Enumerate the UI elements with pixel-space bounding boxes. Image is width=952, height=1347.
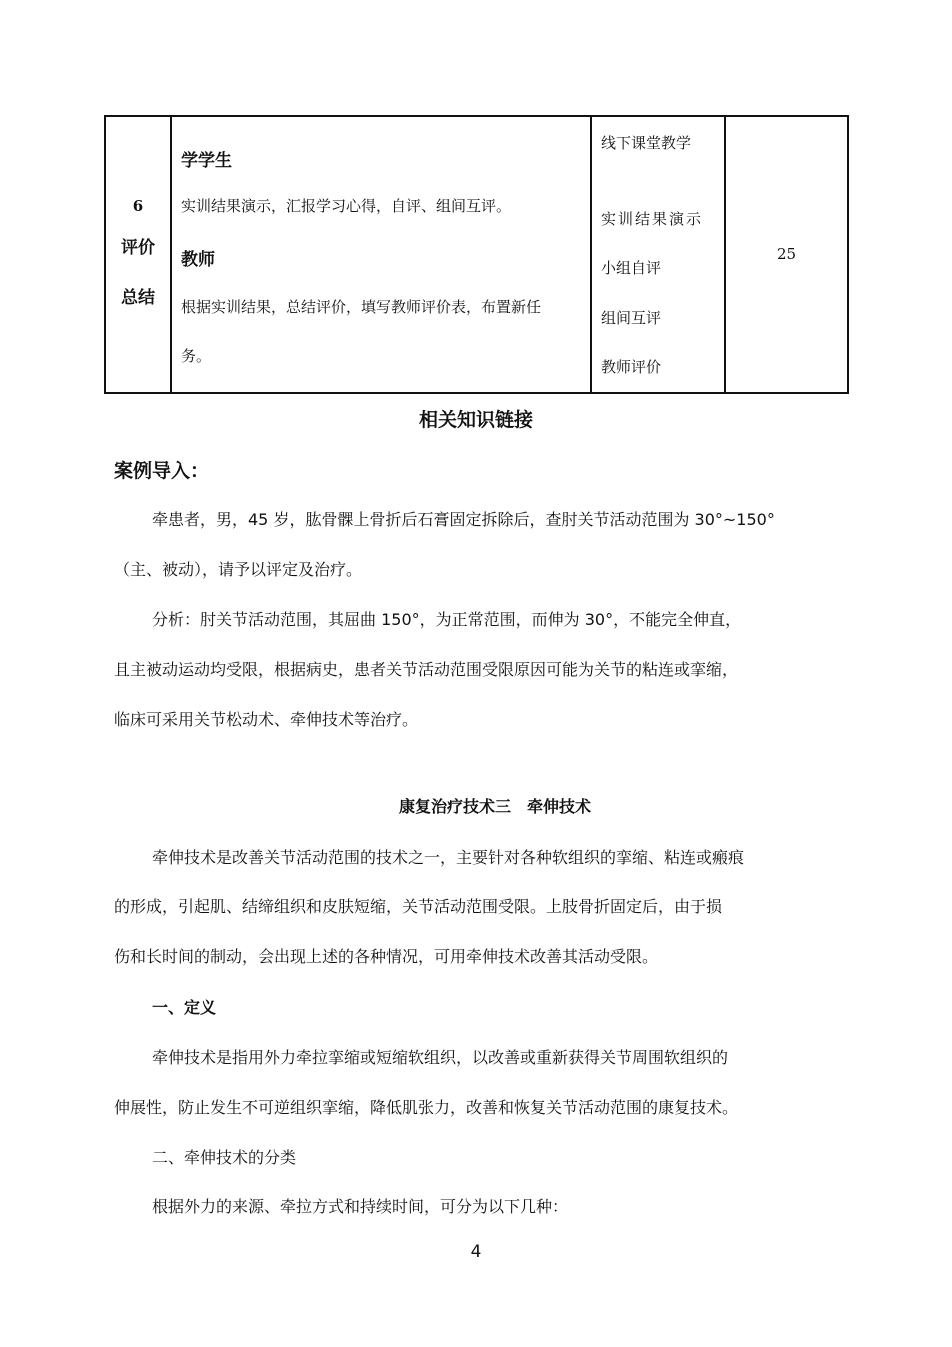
classification-heading: 二、牵伸技术的分类 [152,1148,297,1167]
analysis-line: 且主被动运动均受限，根据病史，患者关节活动范围受限原因可能为关节的粘连或挛缩， [114,660,739,679]
classification-text: 根据外力的来源、牵拉方式和持续时间，可分为以下几种： [152,1197,569,1216]
teaching-plan-table [104,115,849,394]
intro-line: 的形成，引起肌、结缔组织和皮肤短缩，关节活动范围受限。上肢骨折固定后，由于损 [114,897,723,916]
method-item: 教师评价 [601,358,662,376]
case-line: 牵患者，男，45 岁，肱骨髁上骨折后石膏固定拆除后，查肘关节活动范围为 30°~150° [152,510,775,529]
stage-number: 6 [132,197,144,215]
page-number: 4 [470,1242,482,1262]
methods-cell [591,116,725,393]
table-row [105,116,848,393]
teacher-heading: 教师 [181,250,215,270]
knowledge-title: 相关知识链接 [418,409,533,431]
method-item: 小组自评 [601,259,662,277]
stage-cell [105,116,171,393]
teacher-text-line1: 根据实训结果，总结评价，填写教师评价表，布置新任 [181,298,542,316]
method-item: 线下课堂教学 [601,134,692,152]
analysis-line: 临床可采用关节松动术、牵伸技术等治疗。 [114,710,419,729]
intro-line: 伤和长时间的制动，会出现上述的各种情况，可用牵伸技术改善其活动受限。 [114,947,659,966]
stage-name-line2: 总结 [121,288,155,308]
method-item: 实训结果演示 [601,210,704,228]
student-text: 实训结果演示，汇报学习心得，自评、组间互评。 [181,197,512,215]
student-heading: 学学生 [181,151,232,171]
case-heading: 案例导入： [114,460,210,482]
teacher-text-line2: 务。 [181,347,212,365]
definition-line: 牵伸技术是指用外力牵拉挛缩或短缩软组织，以改善或重新获得关节周围软组织的 [152,1048,729,1067]
intro-line: 牵伸技术是改善关节活动范围的技术之一，主要针对各种软组织的挛缩、粘连或瘢痕 [152,848,745,867]
activities-cell [171,116,591,393]
definition-line: 伸展性，防止发生不可逆组织挛缩，降低肌张力，改善和恢复关节活动范围的康复技术。 [114,1098,739,1117]
stage-name-line1: 评价 [121,238,155,258]
minutes-value: 25 [776,245,797,263]
section-title: 康复治疗技术三 牵伸技术 [398,797,591,816]
definition-heading: 一、定义 [152,998,217,1017]
minutes-cell [725,116,848,393]
analysis-line: 分析：肘关节活动范围，其屈曲 150°，为正常范围，而伸为 30°，不能完全伸直， [152,610,742,629]
case-line: （主、被动），请予以评定及治疗。 [114,560,363,579]
method-item: 组间互评 [601,309,662,327]
